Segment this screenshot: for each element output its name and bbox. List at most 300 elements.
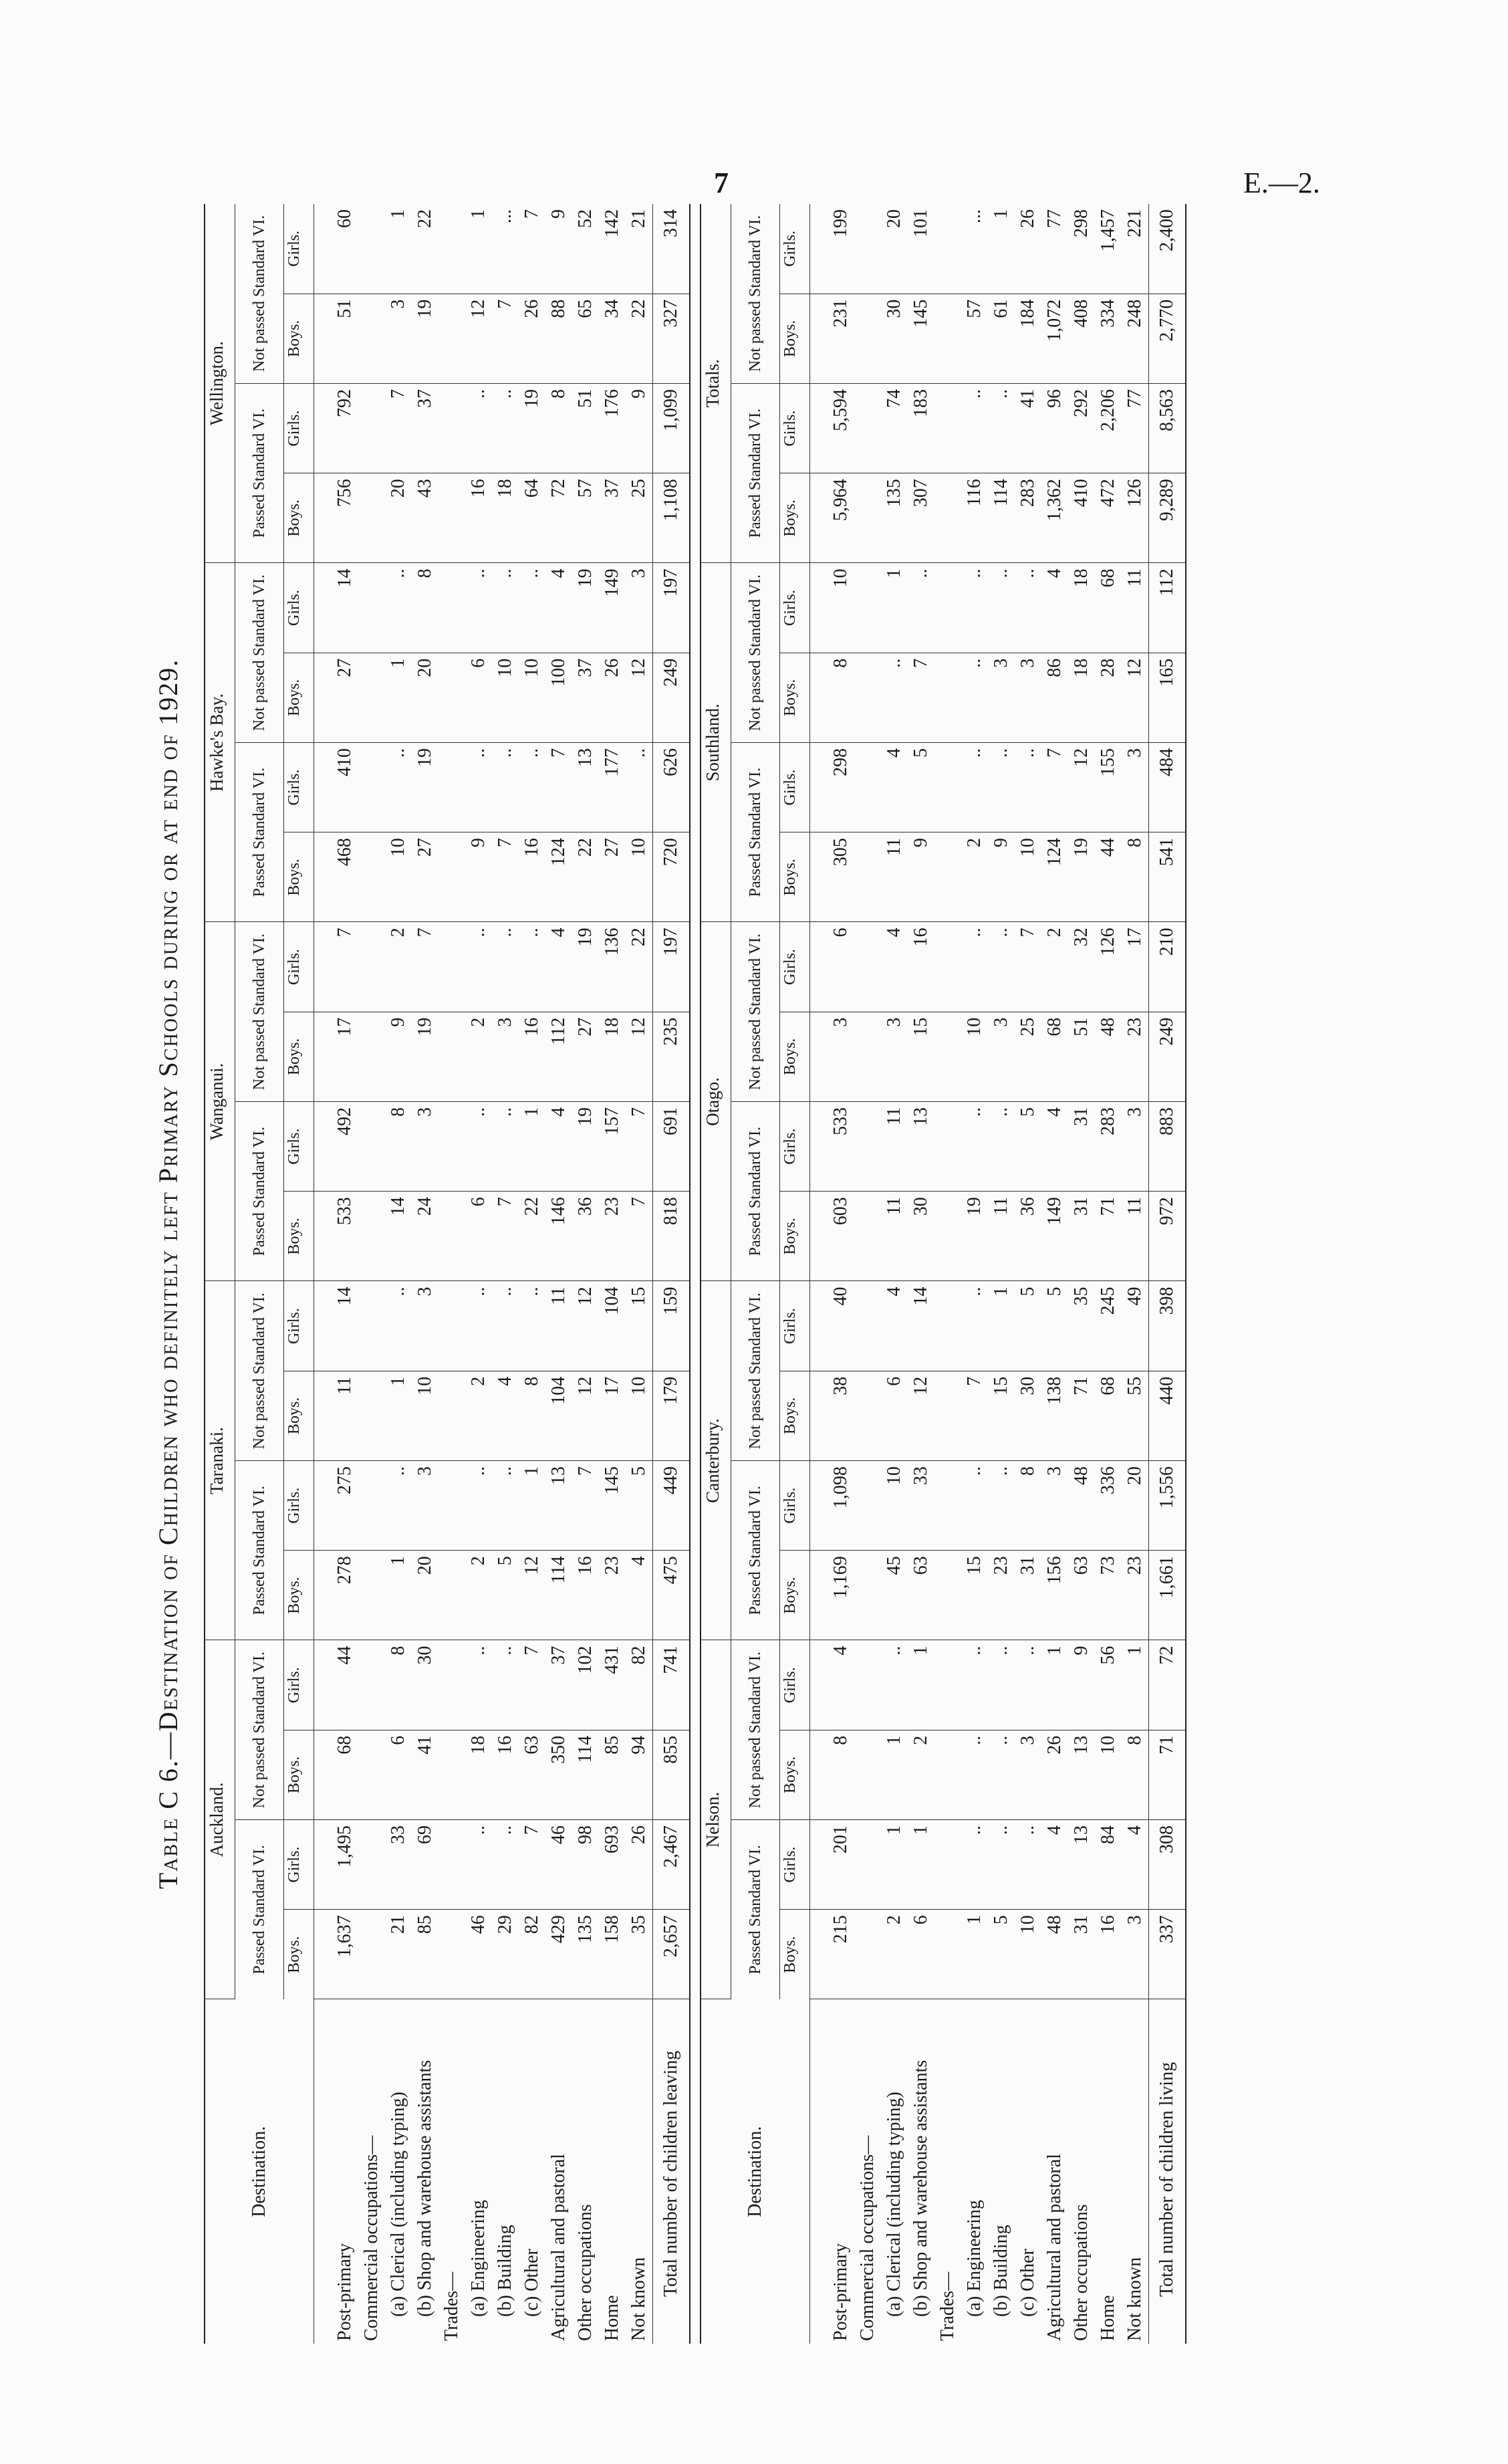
cell-value: 13 xyxy=(1068,1820,1095,1910)
cell-value: 1,098 xyxy=(828,1461,854,1551)
cell-value xyxy=(438,1551,465,1640)
cell-value: 19 xyxy=(572,563,599,653)
cell-value xyxy=(854,1102,881,1192)
cell-value: 2 xyxy=(961,832,988,922)
cell-value: 14 xyxy=(332,1281,358,1371)
cell-value: 38 xyxy=(828,1371,854,1460)
cell-value: .. xyxy=(465,563,492,653)
cell-value: 49 xyxy=(1122,1281,1149,1371)
cell-value: .. xyxy=(988,922,1015,1012)
cell-value: 126 xyxy=(1122,473,1149,563)
cell-value: 5,964 xyxy=(828,473,854,563)
cell-value xyxy=(438,1102,465,1192)
total-value: 2,400 xyxy=(1149,204,1186,294)
cell-value: 43 xyxy=(412,473,438,563)
cell-value: 19 xyxy=(519,384,545,473)
girls-header: Girls. xyxy=(284,204,314,294)
girls-header: Girls. xyxy=(284,1102,314,1192)
total-value: 2,657 xyxy=(653,1910,690,1999)
cell-value: 9 xyxy=(1068,1640,1095,1730)
total-value: 8,563 xyxy=(1149,384,1186,473)
cell-value: .. xyxy=(385,1281,412,1371)
cell-value: 1 xyxy=(881,1730,908,1819)
cell-value xyxy=(934,473,961,563)
row-label: (a) Clerical (including typing) xyxy=(388,2092,408,2317)
girls-header: Girls. xyxy=(780,1640,810,1730)
cell-value: 101 xyxy=(908,204,934,294)
cell-value: 22 xyxy=(626,922,653,1012)
cell-value: 4 xyxy=(881,743,908,832)
table-row xyxy=(1095,204,1122,2344)
not-passed-header: Not passed Standard VI. xyxy=(731,204,780,384)
cell-value: 82 xyxy=(626,1640,653,1730)
row-label: Commercial occupations— xyxy=(857,2135,878,2341)
region-header: Taranaki. xyxy=(205,1281,235,1640)
cell-value: 145 xyxy=(908,294,934,383)
cell-value: 20 xyxy=(385,473,412,563)
total-value: 197 xyxy=(653,922,690,1012)
cell-value xyxy=(438,1461,465,1551)
girls-header: Girls. xyxy=(284,1640,314,1730)
cell-value xyxy=(854,294,881,383)
cell-value: 3 xyxy=(1122,1102,1149,1192)
cell-value: 4 xyxy=(1041,563,1068,653)
girls-header: Girls. xyxy=(284,1820,314,1910)
cell-value: 20 xyxy=(412,653,438,742)
cell-value xyxy=(438,743,465,832)
total-value: 475 xyxy=(653,1551,690,1640)
girls-header: Girls. xyxy=(284,1461,314,1551)
cell-value: .. xyxy=(626,743,653,832)
cell-value xyxy=(358,1192,385,1281)
cell-value: 146 xyxy=(545,1192,572,1281)
cell-value: 1 xyxy=(1041,1640,1068,1730)
row-label: (a) Engineering xyxy=(468,2200,489,2317)
cell-value: 1 xyxy=(908,1820,934,1910)
cell-value: 1 xyxy=(465,204,492,294)
cell-value: 8 xyxy=(1015,1461,1041,1551)
cell-value: 16 xyxy=(465,473,492,563)
cell-value: 429 xyxy=(545,1910,572,1999)
cell-value: 9 xyxy=(626,384,653,473)
row-label: Post-primary xyxy=(334,2243,355,2341)
cell-value: 156 xyxy=(1041,1551,1068,1640)
cell-value: 17 xyxy=(599,1371,626,1460)
cell-value xyxy=(934,1551,961,1640)
cell-value xyxy=(854,922,881,1012)
cell-value: 8 xyxy=(385,1102,412,1192)
cell-value: 126 xyxy=(1095,922,1122,1012)
cell-value: .. xyxy=(908,563,934,653)
cell-value xyxy=(854,1281,881,1371)
cell-value: 7 xyxy=(908,653,934,742)
cell-value: 32 xyxy=(1068,922,1095,1012)
table-separator xyxy=(690,204,700,2344)
cell-value: 23 xyxy=(1122,1012,1149,1101)
cell-value xyxy=(438,204,465,294)
cell-value: 792 xyxy=(332,384,358,473)
cell-value: .. xyxy=(465,1640,492,1730)
not-passed-header: Not passed Standard VI. xyxy=(235,204,284,384)
cell-value: 7 xyxy=(961,1371,988,1460)
cell-value: 199 xyxy=(828,204,854,294)
cell-value: 10 xyxy=(519,653,545,742)
table-row xyxy=(1122,204,1149,2344)
table-title: Table C 6.—Destination of Children who definitely left Primary Schools during or at end of 1929. xyxy=(153,658,183,1890)
cell-value: 24 xyxy=(412,1192,438,1281)
total-value: 883 xyxy=(1149,1102,1186,1192)
row-label: Other occupations xyxy=(575,2204,596,2341)
cell-value xyxy=(854,832,881,922)
cell-value: 56 xyxy=(1095,1640,1122,1730)
total-value: 327 xyxy=(653,294,690,383)
cell-value xyxy=(438,473,465,563)
cell-value xyxy=(854,1730,881,1819)
cell-value xyxy=(854,384,881,473)
cell-value: .. xyxy=(492,1820,519,1910)
cell-value: 84 xyxy=(1095,1820,1122,1910)
table-row xyxy=(438,204,465,2344)
cell-value: 3 xyxy=(412,1102,438,1192)
passed-header: Passed Standard VI. xyxy=(731,1820,780,2000)
total-value: 972 xyxy=(1149,1192,1186,1281)
total-value: 398 xyxy=(1149,1281,1186,1371)
cell-value xyxy=(934,1910,961,1999)
cell-value: 22 xyxy=(572,832,599,922)
not-passed-header: Not passed Standard VI. xyxy=(731,922,780,1102)
total-row xyxy=(653,204,690,2344)
cell-value xyxy=(854,653,881,742)
girls-header: Girls. xyxy=(284,922,314,1012)
cell-value xyxy=(934,922,961,1012)
cell-value: .. xyxy=(988,1820,1015,1910)
cell-value: 4 xyxy=(1041,1102,1068,1192)
cell-value xyxy=(358,743,385,832)
cell-value: 4 xyxy=(1122,1820,1149,1910)
cell-value xyxy=(358,1371,385,1460)
cell-value: 19 xyxy=(572,1102,599,1192)
girls-header: Girls. xyxy=(780,204,810,294)
cell-value xyxy=(438,1192,465,1281)
cell-value: 85 xyxy=(599,1730,626,1819)
boys-header: Boys. xyxy=(284,1730,314,1819)
cell-value: 20 xyxy=(1122,1461,1149,1551)
cell-value: .. xyxy=(492,743,519,832)
cell-value: 114 xyxy=(572,1730,599,1819)
page-code: E.—2. xyxy=(1243,166,1320,199)
cell-value: 11 xyxy=(1122,563,1149,653)
table-row xyxy=(519,204,545,2344)
cell-value: .. xyxy=(1015,1820,1041,1910)
cell-value: 3 xyxy=(1015,1730,1041,1819)
row-label: Home xyxy=(602,2295,622,2341)
cell-value: 27 xyxy=(599,832,626,922)
not-passed-header: Not passed Standard VI. xyxy=(235,563,284,743)
girls-header: Girls. xyxy=(780,563,810,653)
cell-value: 3 xyxy=(626,563,653,653)
cell-value: 468 xyxy=(332,832,358,922)
total-value: 741 xyxy=(653,1640,690,1730)
cell-value: .. xyxy=(961,922,988,1012)
cell-value xyxy=(358,1551,385,1640)
table-row xyxy=(385,204,412,2344)
cell-value: 1,457 xyxy=(1095,204,1122,294)
total-value: 159 xyxy=(653,1281,690,1371)
cell-value: 8 xyxy=(519,1371,545,1460)
cell-value: 48 xyxy=(1095,1012,1122,1101)
cell-value: 10 xyxy=(626,832,653,922)
cell-value: 17 xyxy=(332,1012,358,1101)
passed-header: Passed Standard VI. xyxy=(731,743,780,923)
cell-value xyxy=(438,1820,465,1910)
cell-value: 283 xyxy=(1095,1102,1122,1192)
row-label: (b) Shop and warehouse assistants xyxy=(910,2059,931,2317)
cell-value: 63 xyxy=(908,1551,934,1640)
cell-value xyxy=(358,204,385,294)
cell-value: 3 xyxy=(988,1012,1015,1101)
boys-header: Boys. xyxy=(284,653,314,742)
cell-value: .. xyxy=(961,653,988,742)
cell-value: 36 xyxy=(1015,1192,1041,1281)
cell-value: 9 xyxy=(465,832,492,922)
cell-value: 245 xyxy=(1095,1281,1122,1371)
row-label: (c) Other xyxy=(1017,2249,1038,2317)
region-header: Canterbury. xyxy=(701,1281,731,1640)
cell-value: 149 xyxy=(1041,1192,1068,1281)
total-value: 691 xyxy=(653,1102,690,1192)
table-row xyxy=(412,204,438,2344)
cell-value: 5 xyxy=(908,743,934,832)
cell-value: 48 xyxy=(1068,1461,1095,1551)
table-row xyxy=(881,204,908,2344)
cell-value: 4 xyxy=(545,1102,572,1192)
cell-value: 492 xyxy=(332,1102,358,1192)
cell-value xyxy=(358,1461,385,1551)
cell-value xyxy=(854,1640,881,1730)
cell-value: 98 xyxy=(572,1820,599,1910)
cell-value: 2 xyxy=(1041,922,1068,1012)
table-row xyxy=(465,204,492,2344)
cell-value xyxy=(934,1012,961,1101)
cell-value: .. xyxy=(988,1102,1015,1192)
cell-value: 25 xyxy=(626,473,653,563)
total-value: 71 xyxy=(1149,1730,1186,1819)
total-value: 855 xyxy=(653,1730,690,1819)
total-value: 249 xyxy=(653,653,690,742)
cell-value xyxy=(934,1281,961,1371)
table-row xyxy=(961,204,988,2344)
cell-value: 19 xyxy=(412,1012,438,1101)
cell-value xyxy=(438,294,465,383)
cell-value: 1 xyxy=(988,204,1015,294)
cell-value: 16 xyxy=(572,1551,599,1640)
cell-value: 21 xyxy=(385,1910,412,1999)
cell-value: 2 xyxy=(465,1551,492,1640)
cell-value: .. xyxy=(465,743,492,832)
boys-header: Boys. xyxy=(780,1910,810,1999)
cell-value: 74 xyxy=(881,384,908,473)
cell-value xyxy=(934,653,961,742)
cell-value: 7 xyxy=(1015,922,1041,1012)
cell-value: .. xyxy=(385,563,412,653)
cell-value: .. xyxy=(465,1461,492,1551)
cell-value: 283 xyxy=(1015,473,1041,563)
cell-value: 149 xyxy=(599,563,626,653)
cell-value: 1 xyxy=(385,204,412,294)
cell-value: 22 xyxy=(519,1192,545,1281)
cell-value: 10 xyxy=(492,653,519,742)
cell-value: 104 xyxy=(545,1371,572,1460)
cell-value xyxy=(934,743,961,832)
cell-value: 15 xyxy=(961,1551,988,1640)
cell-value: 16 xyxy=(492,1730,519,1819)
not-passed-header: Not passed Standard VI. xyxy=(235,922,284,1102)
cell-value: 124 xyxy=(545,832,572,922)
cell-value: .. xyxy=(988,563,1015,653)
cell-value xyxy=(438,384,465,473)
cell-value: 68 xyxy=(1095,563,1122,653)
cell-value: 57 xyxy=(961,294,988,383)
table-row xyxy=(828,204,854,2344)
destination-header: Destination. xyxy=(701,1999,810,2344)
cell-value: 45 xyxy=(881,1551,908,1640)
cell-value: 16 xyxy=(519,832,545,922)
cell-value xyxy=(934,1640,961,1730)
total-value: 1,661 xyxy=(1149,1551,1186,1640)
cell-value xyxy=(934,832,961,922)
region-header: Wanganui. xyxy=(205,922,235,1281)
cell-value: 278 xyxy=(332,1551,358,1640)
cell-value: 5 xyxy=(988,1910,1015,1999)
cell-value xyxy=(934,563,961,653)
total-value: 484 xyxy=(1149,743,1186,832)
cell-value: 12 xyxy=(519,1551,545,1640)
cell-value: 10 xyxy=(1095,1730,1122,1819)
cell-value: 18 xyxy=(1068,653,1095,742)
cell-value: 7 xyxy=(626,1192,653,1281)
cell-value: 96 xyxy=(1041,384,1068,473)
cell-value: 3 xyxy=(1015,653,1041,742)
cell-value: 51 xyxy=(1068,1012,1095,1101)
cell-value: 12 xyxy=(1068,743,1095,832)
cell-value: 1 xyxy=(881,563,908,653)
cell-value: 27 xyxy=(332,653,358,742)
cell-value: 12 xyxy=(626,653,653,742)
cell-value: 114 xyxy=(988,473,1015,563)
row-label: Trades— xyxy=(441,2271,462,2341)
cell-value: 7 xyxy=(626,1102,653,1192)
cell-value xyxy=(854,1820,881,1910)
cell-value: 68 xyxy=(1095,1371,1122,1460)
cell-value: 408 xyxy=(1068,294,1095,383)
cell-value: 336 xyxy=(1095,1461,1122,1551)
total-value: 165 xyxy=(1149,653,1186,742)
boys-header: Boys. xyxy=(284,832,314,922)
boys-header: Boys. xyxy=(780,1192,810,1281)
cell-value: 23 xyxy=(599,1192,626,1281)
cell-value: .. xyxy=(988,1461,1015,1551)
cell-value: .. xyxy=(1015,563,1041,653)
cell-value: 25 xyxy=(1015,1012,1041,1101)
cell-value: 10 xyxy=(961,1012,988,1101)
row-label: Agricultural and pastoral xyxy=(548,2154,569,2341)
cell-value: 1,169 xyxy=(828,1551,854,1640)
cell-value: 231 xyxy=(828,294,854,383)
cell-value: 3 xyxy=(881,1012,908,1101)
girls-header: Girls. xyxy=(780,1102,810,1192)
cell-value: 77 xyxy=(1041,204,1068,294)
row-label: (a) Clerical (including typing) xyxy=(884,2092,904,2317)
boys-header: Boys. xyxy=(284,1192,314,1281)
cell-value: 10 xyxy=(828,563,854,653)
cell-value: 248 xyxy=(1122,294,1149,383)
cell-value: 9 xyxy=(988,832,1015,922)
not-passed-header: Not passed Standard VI. xyxy=(731,1281,780,1461)
cell-value: 8 xyxy=(385,1640,412,1730)
boys-header: Boys. xyxy=(284,1551,314,1640)
cell-value: 11 xyxy=(1122,1192,1149,1281)
cell-value xyxy=(358,1102,385,1192)
cell-value: 46 xyxy=(465,1910,492,1999)
cell-value: 12 xyxy=(572,1371,599,1460)
cell-value: 68 xyxy=(332,1730,358,1819)
cell-value xyxy=(934,1371,961,1460)
cell-value: 201 xyxy=(828,1820,854,1910)
cell-value: 6 xyxy=(465,653,492,742)
cell-value: 11 xyxy=(988,1192,1015,1281)
cell-value xyxy=(358,1281,385,1371)
cell-value: 3 xyxy=(385,294,412,383)
cell-value: 5 xyxy=(1015,1281,1041,1371)
cell-value: 26 xyxy=(626,1820,653,1910)
boys-header: Boys. xyxy=(284,294,314,383)
cell-value: 3 xyxy=(828,1012,854,1101)
cell-value: 114 xyxy=(545,1551,572,1640)
cell-value: 102 xyxy=(572,1640,599,1730)
cell-value: 30 xyxy=(881,294,908,383)
cell-value: 176 xyxy=(599,384,626,473)
cell-value: 4 xyxy=(828,1640,854,1730)
cell-value: .. xyxy=(519,743,545,832)
cell-value: 26 xyxy=(1041,1730,1068,1819)
row-label: (b) Building xyxy=(495,2225,515,2317)
cell-value: 10 xyxy=(881,1461,908,1551)
cell-value: 7 xyxy=(492,294,519,383)
cell-value: 40 xyxy=(828,1281,854,1371)
cell-value: 177 xyxy=(599,743,626,832)
cell-value: 31 xyxy=(1068,1910,1095,1999)
cell-value: 15 xyxy=(908,1012,934,1101)
cell-value: 65 xyxy=(572,294,599,383)
cell-value: .. xyxy=(492,384,519,473)
passed-header: Passed Standard VI. xyxy=(235,1102,284,1282)
row-label: (b) Building xyxy=(991,2225,1011,2317)
cell-value: 41 xyxy=(1015,384,1041,473)
cell-value xyxy=(358,1012,385,1101)
cell-value: 52 xyxy=(572,204,599,294)
table-row xyxy=(358,204,385,2344)
total-value: 720 xyxy=(653,832,690,922)
region-header: Totals. xyxy=(701,204,731,563)
cell-value: 12 xyxy=(465,294,492,383)
cell-value: 44 xyxy=(1095,832,1122,922)
cell-value: 71 xyxy=(1068,1371,1095,1460)
cell-value: 13 xyxy=(908,1102,934,1192)
cell-value: 100 xyxy=(545,653,572,742)
cell-value xyxy=(358,1730,385,1819)
cell-value: 4 xyxy=(1041,1820,1068,1910)
girls-header: Girls. xyxy=(780,743,810,832)
